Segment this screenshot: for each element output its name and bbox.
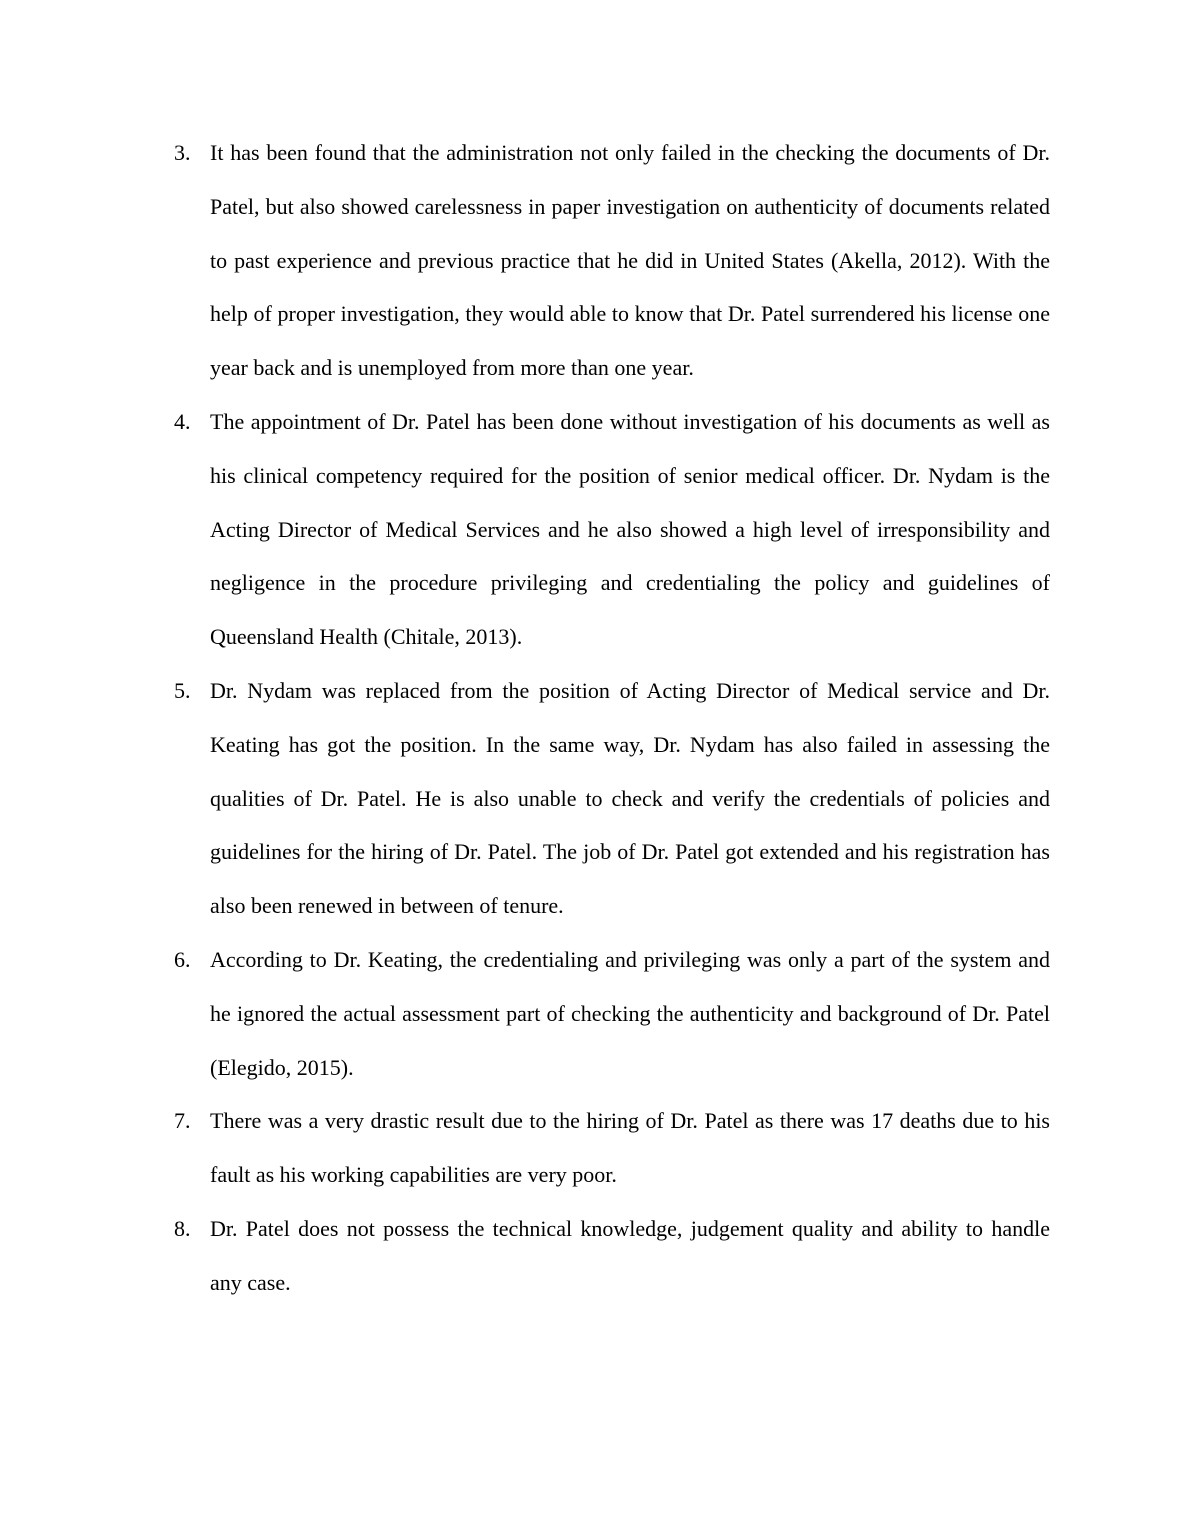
list-item	[174, 395, 1050, 664]
list-item	[174, 1094, 1050, 1202]
list-item-text: According to Dr. Keating, the credentialing and privileging was only a part of the system and he ignored the actual assessment part of checking the authenticity and background of Dr. Patel (Elegido, 2015).	[210, 946, 1050, 1080]
list-item-number: 6.	[174, 946, 191, 972]
list-item-number: 8.	[174, 1215, 191, 1241]
list-item	[174, 126, 1050, 395]
list-item-text: There was a very drastic result due to the hiring of Dr. Patel as there was 17 deaths due to his fault as his working capabilities are very poor.	[210, 1108, 1050, 1188]
list-item	[174, 1202, 1050, 1310]
list-item-number: 5.	[174, 677, 191, 703]
numbered-list	[174, 126, 1050, 1310]
list-item	[174, 664, 1050, 933]
list-item-number: 7.	[174, 1108, 191, 1134]
list-item-text: Dr. Nydam was replaced from the position of Acting Director of Medical service and Dr. Keating has got the position. In the same way, Dr. Nydam has also failed in assessing the qualities of Dr. Patel. He is also unable to check and verify the credentials of policies and guidelines for the hiring of Dr. Patel. The job of Dr. Patel got extended and his registration has also been renewed in between of tenure.	[210, 677, 1050, 919]
list-item-text: Dr. Patel does not possess the technical knowledge, judgement quality and ability to handle any case.	[210, 1215, 1050, 1295]
list-item	[174, 933, 1050, 1094]
list-item-text: It has been found that the administration not only failed in the checking the documents of Dr. Patel, but also showed carelessness in paper investigation on authenticity of documents related to past experience and previous practice that he did in United States (Akella, 2012). With the help of proper investigation, they would able to know that Dr. Patel surrendered his license one year back and is unemployed from more than one year.	[210, 140, 1050, 381]
list-item-number: 3.	[174, 140, 191, 165]
list-item-number: 4.	[174, 408, 191, 434]
list-item-text: The appointment of Dr. Patel has been done without investigation of his documents as well as his clinical competency required for the position of senior medical officer. Dr. Nydam is the Acting Director of Medical Services and he also showed a high level of irresponsibility and negligence in the procedure privileging and credentialing the policy and guidelines of Queensland Health (Chitale, 2013).	[210, 408, 1050, 650]
